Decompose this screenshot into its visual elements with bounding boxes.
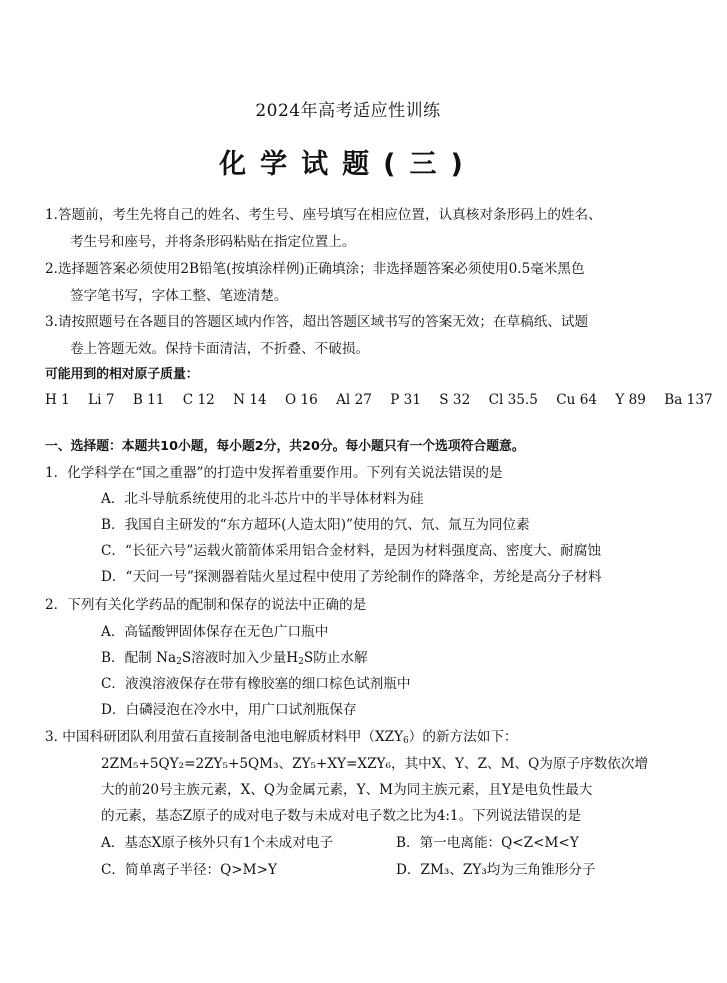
q1-option-d: D．“天问一号”探测器着陆火星过程中使用了芳纶制作的降落伞，芳纶是高分子材料: [101, 569, 602, 585]
q2-option-b: B．配制 $Na_2S$溶液时加入少量$H_2S$防止水解: [101, 650, 368, 667]
q3-equation: 2ZM₅+5QY₂=2ZY₅+5QM₃、ZY₅+XY=XZY₆，其中X、Y、Z、M、Q为原子序数依次增: [101, 756, 649, 772]
element-mass: P 31: [390, 392, 421, 408]
element-mass: B 11: [132, 392, 165, 408]
instruction-1-cont: 考生号和座号，并将条形码粘贴在指定位置上。: [70, 234, 356, 250]
element-mass: Y 89: [615, 392, 646, 408]
q3-option-c: C．简单离子半径：Q>M>Y: [101, 862, 277, 878]
element-mass: C 12: [182, 392, 215, 408]
q3-text-line-3: 的元素，基态Z原子的成对电子数与未成对电子数之比为4:1。下列说法错误的是: [101, 808, 581, 824]
q1-option-b: B．我国自主研发的“东方超环(人造太阳)”使用的氕、氘、氚互为同位素: [101, 517, 530, 533]
element-mass: Ba 137: [664, 392, 713, 408]
element-mass: H 1: [45, 392, 70, 408]
instruction-1: 1.答题前，考生先将自己的姓名、考生号、座号填写在相应位置，认真核对条形码上的姓名、: [45, 207, 602, 223]
q2-option-d: D．白磷浸泡在冷水中，用广口试剂瓶保存: [101, 702, 357, 718]
q3-option-d: D．ZM₃、ZY₃均为三角锥形分子: [396, 862, 596, 878]
element-mass: Cu 64: [556, 392, 598, 408]
q3-text-line-2: 大的前20号主族元素，X、Q为金属元素，Y、M为同主族元素，且Y是电负性最大: [101, 782, 593, 798]
q3-stem: 3. 中国科研团队利用萤石直接制备电池电解质材料甲$(XZY_6)$的新方法如下：: [45, 729, 518, 746]
instruction-2-cont: 签字笔书写，字体工整、笔迹清楚。: [70, 288, 288, 304]
element-mass: Al 27: [336, 392, 372, 408]
q1-option-c: C．“长征六号”运载火箭箭体采用铝合金材料，是因为材料强度高、密度大、耐腐蚀: [101, 543, 602, 559]
instruction-2: 2.选择题答案必须使用2B铅笔(按填涂样例)正确填涂；非选择题答案必须使用0.5毫米黑色: [45, 261, 585, 277]
q3-option-b: B．第一电离能：Q<Z<M<Y: [396, 835, 579, 851]
section-1-heading: 一、选择题：本题共10小题，每小题2分，共20分。每小题只有一个选项符合题意。: [45, 439, 525, 454]
q2-stem: 2．下列有关化学药品的配制和保存的说法中正确的是: [45, 597, 367, 613]
exam-year-title: 2024年高考适应性训练: [255, 101, 441, 121]
atomic-mass-list: [45, 391, 727, 409]
q3-option-a: A．基态X原子核外只有1个未成对电子: [101, 835, 334, 851]
q1-stem: 1．化学科学在“国之重器”的打造中发挥着重要作用。下列有关说法错误的是: [45, 465, 503, 481]
atomic-mass-heading: 可能用到的相对原子质量：: [45, 367, 199, 382]
element-mass: N 14: [233, 392, 267, 408]
exam-main-title: 化学试题(三): [219, 149, 477, 180]
element-mass: Cl 35.5: [488, 392, 538, 408]
element-mass: S 32: [439, 392, 471, 408]
q1-option-a: A．北斗导航系统使用的北斗芯片中的半导体材料为硅: [101, 491, 424, 507]
element-mass: Li 7: [88, 392, 115, 408]
q2-option-c: C．液溴溶液保存在带有橡胶塞的细口棕色试剂瓶中: [101, 676, 411, 692]
instruction-3: 3.请按照题号在各题目的答题区域内作答，超出答题区域书写的答案无效；在草稿纸、试题: [45, 314, 589, 330]
instruction-3-cont: 卷上答题无效。保持卡面清洁，不折叠、不破损。: [70, 341, 370, 357]
element-mass: O 16: [284, 392, 318, 408]
q2-option-a: A．高锰酸钾固体保存在无色广口瓶中: [101, 624, 329, 640]
